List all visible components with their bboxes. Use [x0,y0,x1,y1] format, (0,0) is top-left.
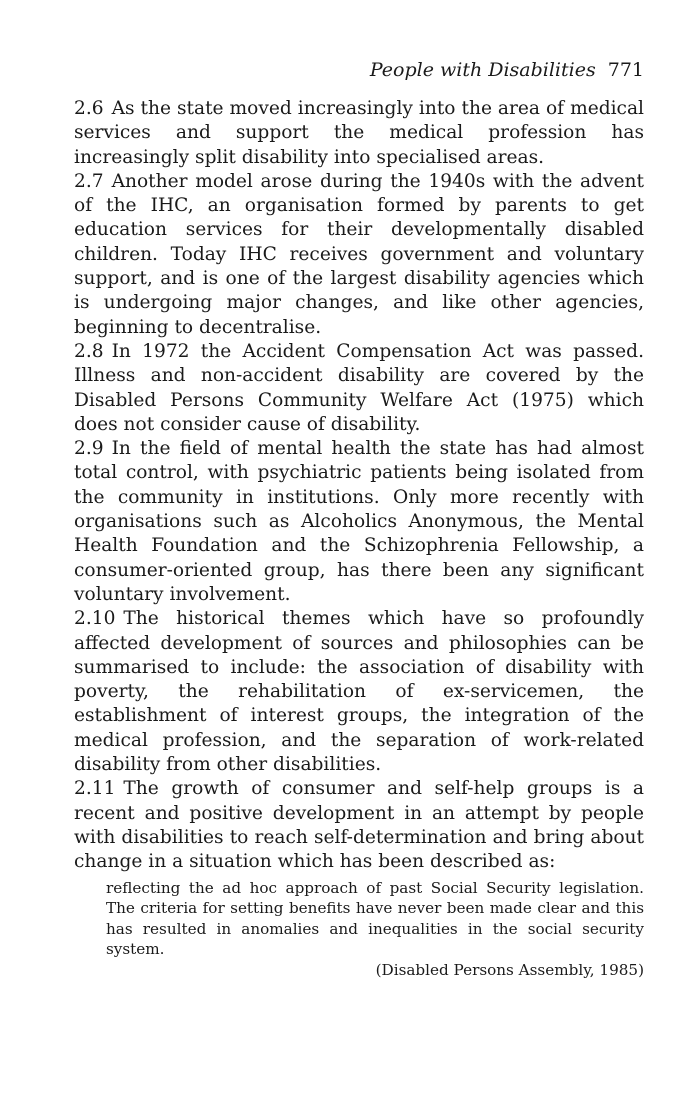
page-number: 771 [607,59,644,81]
paragraph-2-9 [74,437,644,607]
paragraph-text: The historical themes which have so profoundly affected development of sources and philosophies can be summarised to include: the association of disability with poverty, the rehabilitation of ex-servicemen, the establishment of interest groups, the integration of the medical profession, and the separation of work-related disability from other disabilities. [74,608,644,776]
block-quote [106,878,644,981]
running-header [370,58,644,82]
paragraph-2-11 [74,777,644,874]
paragraph-number: 2.11 [74,778,116,800]
paragraph-text: In 1972 the Accident Compensation Act was passed. Illness and non-accident disability are covered by the Disabled Persons Community Welfare Act (1975) which does not consider cause of disability. [74,340,644,435]
paragraph-number: 2.7 [74,170,104,192]
paragraph-number: 2.8 [74,340,104,362]
paragraph-2-7 [74,170,644,340]
paragraph-text: Another model arose during the 1940s with the advent of the IHC, an organisation formed by parents to get education services for their developmentally disabled children. Today IHC receives government and voluntary support, and is one of the largest disability agencies which is undergoing major changes, and like other agencies, beginning to decentralise. [74,170,644,338]
paragraph-2-6 [74,97,644,170]
paragraph-number: 2.9 [74,438,104,460]
body-text [74,97,644,980]
quote-citation: (Disabled Persons Assembly, 1985) [375,960,644,979]
paragraph-text: In the field of mental health the state has had almost total control, with psychiatric patients being isolated from the community in institutions. Only more recently with organisations such as Alcoholics Anonymous, the Mental Health Foundation and the Schizophrenia Fellowship, a consumer-oriented group, has there been any significant voluntary involvement. [74,438,644,605]
paragraph-2-8 [74,340,644,437]
paragraph-number: 2.6 [74,98,104,119]
quote-text: reflecting the ad hoc approach of past Social Security legislation. The criteria for setting benefits have never been made clear and this has resulted in anomalies and inequalities in the social security system. [106,878,644,958]
paragraph-2-10 [74,607,644,777]
paragraph-text: As the state moved increasingly into the area of medical services and support the medical profession has increasingly split disability into specialised areas. [74,98,644,168]
paragraph-number: 2.10 [74,608,116,630]
paragraph-text: The growth of consumer and self-help groups is a recent and positive development in an attempt by people with disabilities to reach self-determination and bring about change in a situation which has been described as: [74,778,644,873]
running-head-title: People with Disabilities [369,59,596,81]
